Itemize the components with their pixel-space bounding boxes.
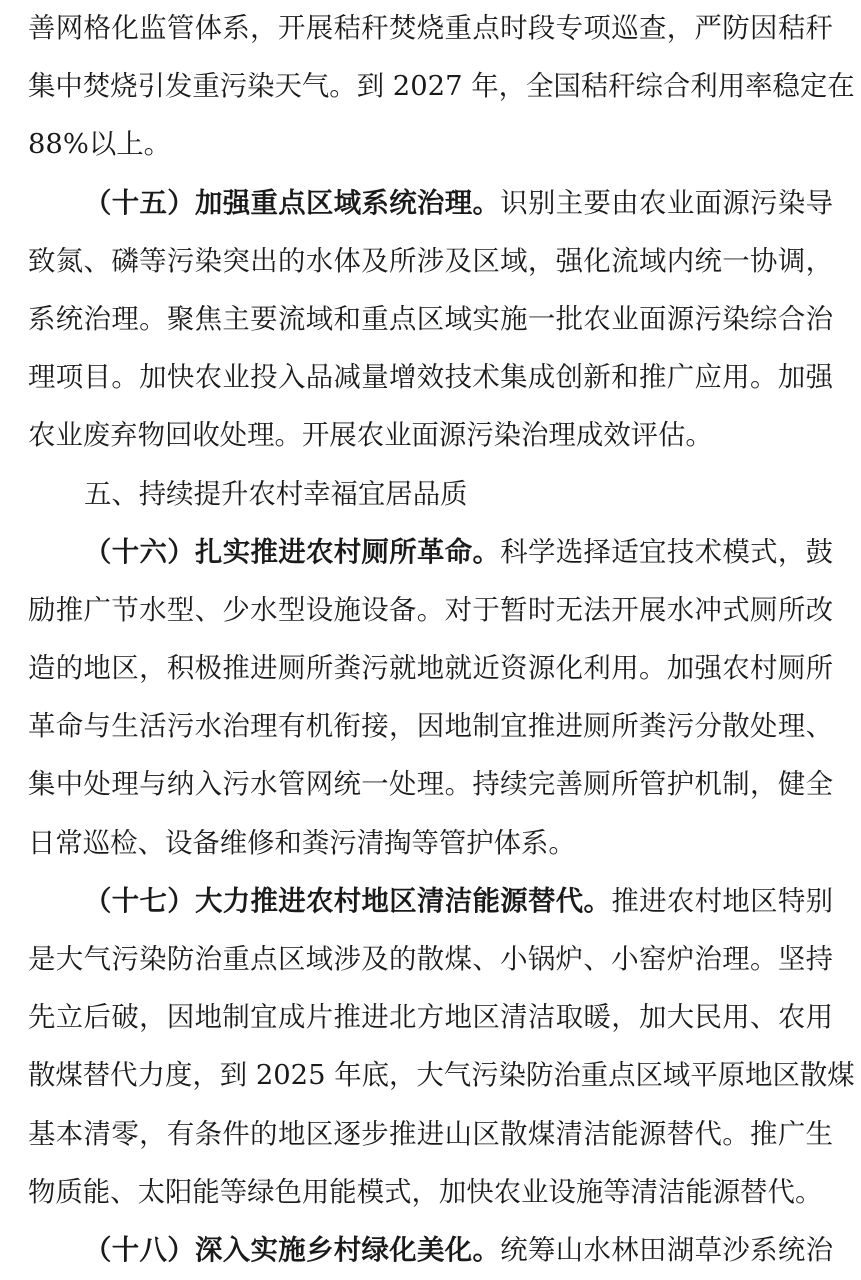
item-17-title: （十七）大力推进农村地区清洁能源替代。: [84, 885, 612, 917]
item-17-text: 推进农村地区特别: [611, 885, 833, 917]
item-15-line-3: 系统治理。聚焦主要流域和重点区域实施一批农业面源污染综合治: [28, 303, 833, 335]
item-15-title: （十五）加强重点区域系统治理。: [84, 187, 501, 219]
section-5-heading: 五、持续提升农村幸福宜居品质: [84, 478, 468, 510]
straw-paragraph-line-1: 善网格化监管体系，开展秸秆焚烧重点时段专项巡查，严防因秸秆: [28, 13, 833, 44]
item-17-line-6: 物质能、太阳能等绿色用能模式，加快农业设施等清洁能源替代。: [28, 1176, 823, 1208]
item-16-line-4: 革命与生活污水治理有机衔接，因地制宜推进厕所粪污分散处理、: [28, 711, 833, 743]
straw-paragraph-line-3: 88%以上。: [28, 129, 172, 161]
item-18-text: 统筹山水林田湖草沙系统治: [500, 1234, 833, 1266]
item-16-text: 科学选择适宜技术模式，鼓: [500, 536, 833, 568]
item-17-line-5: 基本清零，有条件的地区逐步推进山区散煤清洁能源替代。推广生: [28, 1118, 833, 1150]
item-16-title: （十六）扎实推进农村厕所革命。: [84, 536, 501, 568]
document-page: [28, 0, 855, 1280]
item-17-line-3: 先立后破，因地制宜成片推进北方地区清洁取暖，加大民用、农用: [28, 1002, 833, 1034]
item-15-line-5: 农业废弃物回收处理。开展农业面源污染治理成效评估。: [28, 420, 713, 452]
item-16-line-2: 励推广节水型、少水型设施设备。对于暂时无法开展水冲式厕所改: [28, 594, 833, 626]
item-15-line-4: 理项目。加快农业投入品减量增效技术集成创新和推广应用。加强: [28, 362, 833, 394]
item-16-line-1: [28, 524, 833, 582]
item-16-line-6: 日常巡检、设备维修和粪污清掏等管护体系。: [28, 827, 576, 859]
item-15-line-1: [28, 175, 833, 233]
item-18-title: （十八）深入实施乡村绿化美化。: [84, 1234, 501, 1266]
item-16-line-3: 造的地区，积极推进厕所粪污就地就近资源化利用。加强农村厕所: [28, 653, 833, 685]
item-15-line-2: 致氮、磷等污染突出的水体及所涉及区域，强化流域内统一协调，: [28, 245, 833, 277]
item-15-text: 识别主要由农业面源污染导: [500, 187, 833, 219]
item-18-line-1: [28, 1222, 833, 1280]
item-17-line-2: 是大气污染防治重点区域涉及的散煤、小锅炉、小窑炉治理。坚持: [28, 944, 833, 975]
straw-paragraph-line-2: 集中焚烧引发重污染天气。到 2027 年，全国秸秆综合利用率稳定在: [28, 71, 855, 103]
item-17-line-1: [28, 873, 833, 931]
item-16-line-5: 集中处理与纳入污水管网统一处理。持续完善厕所管护机制，健全: [28, 769, 833, 801]
item-17-line-4: 散煤替代力度，到 2025 年底，大气污染防治重点区域平原地区散煤: [28, 1060, 855, 1092]
